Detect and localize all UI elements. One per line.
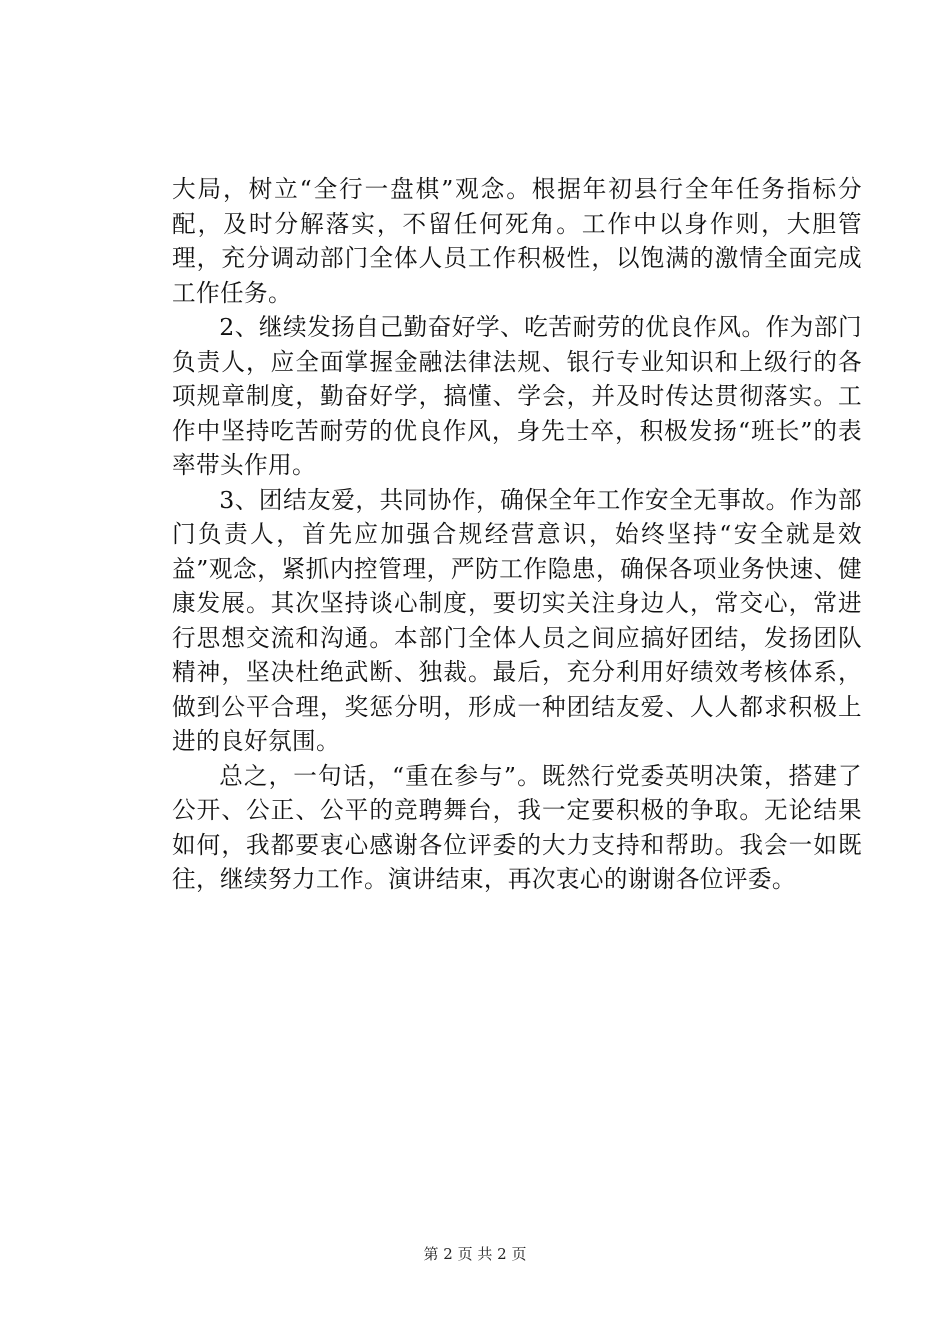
paragraph-continuation: 大局，树立“全行一盘棋”观念。根据年初县行全年任务指标分配，及时分解落实，不留任何死角。工作中以身作则，大胆管理，充分调动部门全体人员工作积极性，以饱满的激情全面完成工作任务。 (172, 175, 862, 307)
paragraph-item-3: 3、团结友爱，共同协作，确保全年工作安全无事故。作为部门负责人，首先应加强合规经营意识，始终坚持“安全就是效益”观念，紧抓内控管理，严防工作隐患，确保各项业务快速、健康发展。其次坚持谈心制度，要切实关注身边人，常交心，常进行思想交流和沟通。本部门全体人员之间应搞好团结，发扬团队精神，坚决杜绝武断、独裁。最后，充分利用好绩效考核体系，做到公平合理，奖惩分明，形成一种团结友爱、人人都求积极上进的良好氛围。 (172, 485, 862, 755)
document-body (172, 172, 862, 897)
paragraph-item-2: 2、继续发扬自己勤奋好学、吃苦耐劳的优良作风。作为部门负责人，应全面掌握金融法律法规、银行专业知识和上级行的各项规章制度，勤奋好学，搞懂、学会，并及时传达贯彻落实。工作中坚持吃苦耐劳的优良作风，身先士卒，积极发扬“班长”的表率带头作用。 (172, 313, 862, 479)
page-number-footer: 第 2 页 共 2 页 (423, 1245, 527, 1263)
paragraph-conclusion: 总之，一句话，“重在参与”。既然行党委英明决策，搭建了公开、公正、公平的竞聘舞台，我一定要积极的争取。无论结果如何，我都要衷心感谢各位评委的大力支持和帮助。我会一如既往，继续努力工作。演讲结束，再次衷心的谢谢各位评委。 (172, 761, 862, 893)
